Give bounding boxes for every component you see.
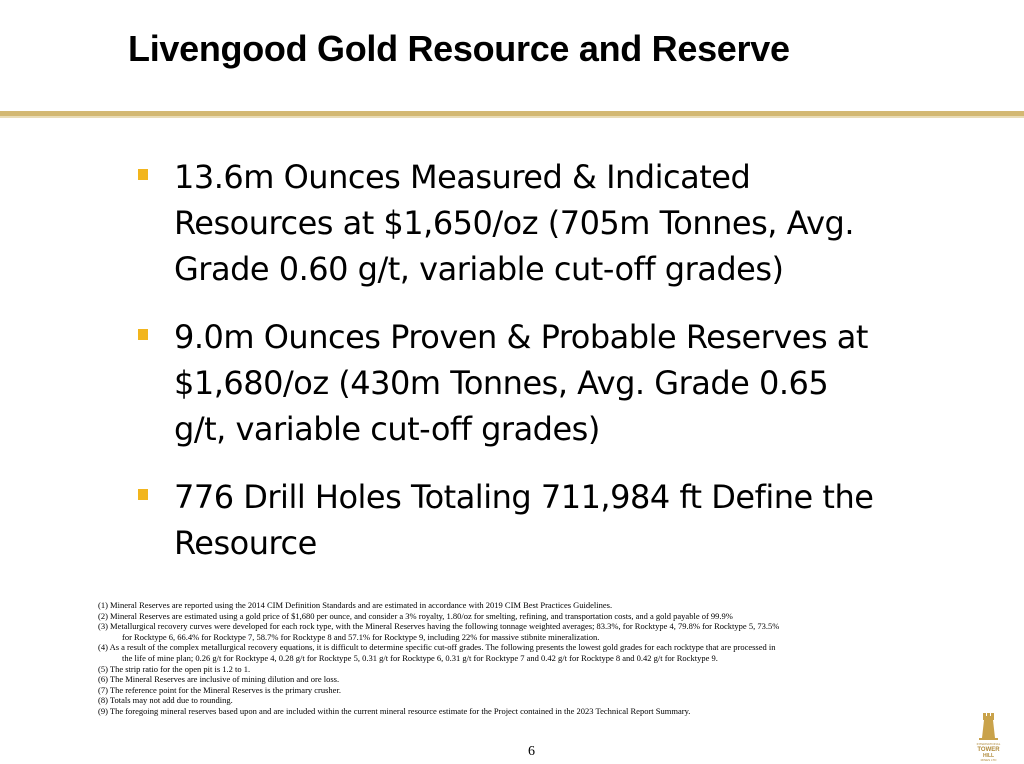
footnotes (98, 600, 958, 717)
bullet-line: 13.6m Ounces Measured & Indicated (174, 158, 751, 196)
bullet-item-resources (138, 154, 938, 292)
footnote-8: (8) Totals may not add due to rounding. (98, 695, 233, 706)
bullet-list (138, 154, 938, 588)
slide-title: Livengood Gold Resource and Reserve (128, 28, 790, 69)
logo-text-sub: MINES LTD (980, 758, 997, 762)
footnote-9: (9) The foregoing mineral reserves based upon and are included within the current mineral resource estimate for the Project contained in the 2023 Technical Report Summary. (98, 705, 691, 716)
footnote-3: (3) Metallurgical recovery curves were developed for each rock type, with the Mineral Reserves having the following tonnage weighted averages; 83.3%, for Rocktype 4, 79.8% for Rocktype 5, 73.5% (98, 621, 780, 632)
bullet-line: Grade 0.60 g/t, variable cut-off grades) (174, 250, 784, 288)
bullet-item-drill-holes (138, 474, 938, 566)
title-divider-shadow (0, 116, 1024, 118)
bullet-square-icon (138, 169, 148, 180)
footnote-5: (5) The strip ratio for the open pit is 1.2 to 1. (98, 663, 251, 674)
bullet-line: Resources at $1,650/oz (705m Tonnes, Avg. (174, 204, 855, 242)
bullet-line: 776 Drill Holes Totaling 711,984 ft Define the (174, 478, 874, 516)
bullet-item-reserves (138, 314, 938, 452)
tower-logo-icon (966, 712, 1010, 762)
footnote-2: (2) Mineral Reserves are estimated using a gold price of $1,680 per ounce, and consider a 3% royalty, 1.80/oz for smelting, refining, and transportation costs, and a gold payable of 99.9% (98, 610, 733, 621)
footnote-4-continued: the life of mine plan; 0.26 g/t for Rocktype 4, 0.28 g/t for Rocktype 5, 0.31 g/t for Rocktype 6, 0.31 g/t for Rocktype 7 and 0.42 g/t for Rocktype 8 and 0.42 g/t for Rocktype 9. (122, 652, 718, 663)
footnote-1: (1) Mineral Reserves are reported using the 2014 CIM Definition Standards and are estimated in accordance with 2019 CIM Best Practices Guidelines. (98, 600, 613, 610)
bullet-line: $1,680/oz (430m Tonnes, Avg. Grade 0.65 (174, 364, 829, 402)
logo-text-top: INTERNATIONAL (976, 742, 1001, 746)
bullet-line: Resource (174, 524, 317, 562)
footnote-7: (7) The reference point for the Mineral Reserves is the primary crusher. (98, 684, 341, 695)
logo-text-bottom: HILL (982, 753, 995, 759)
footnote-3-continued: for Rocktype 6, 66.4% for Rocktype 7, 58.7% for Rocktype 8 and 57.1% for Rocktype 9, including 22% for massive stibnite mineralization. (122, 631, 600, 642)
bullet-line: g/t, variable cut-off grades) (174, 410, 600, 448)
bullet-square-icon (138, 489, 148, 500)
footnote-6: (6) The Mineral Reserves are inclusive of mining dilution and ore loss. (98, 674, 340, 685)
bullet-line: 9.0m Ounces Proven & Probable Reserves at (174, 318, 868, 356)
page-number: 6 (528, 744, 535, 759)
bullet-square-icon (138, 329, 148, 340)
footnote-4: (4) As a result of the complex metallurgical recovery equations, it is difficult to determine specific cut-off grades. The following presents the lowest gold grades for each rocktype that are processed in (98, 642, 776, 653)
logo-text-main: TOWER (977, 747, 1000, 753)
